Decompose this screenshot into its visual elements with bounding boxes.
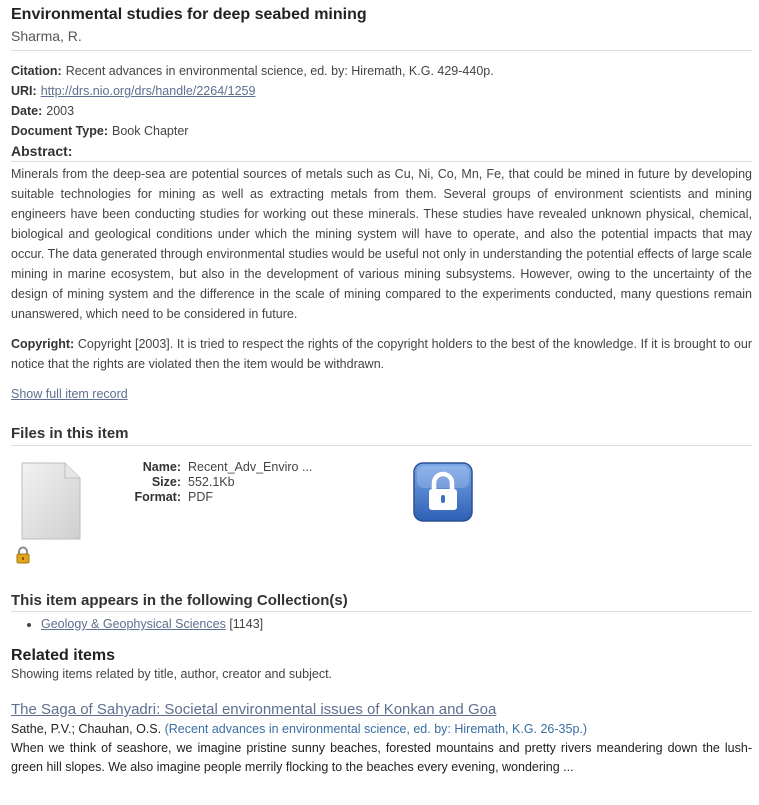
file-name-label: Name: xyxy=(142,460,181,474)
file-name-value: Recent_Adv_Enviro ... xyxy=(188,460,313,474)
files-heading: Files in this item xyxy=(11,424,752,446)
abstract-heading: Abstract: xyxy=(11,141,752,162)
document-type-value: Book Chapter xyxy=(112,124,189,138)
collection-count: [1143] xyxy=(229,617,264,631)
file-size-label: Size: xyxy=(151,475,181,489)
copyright-text: Copyright [2003]. It is tried to respect the rights of the copyright holders to the best of the knowledge. If it is brought to our notice that the rights are violated then the item would be withdrawn. xyxy=(11,337,752,371)
collection-link[interactable]: Geology & Geophysical Sciences xyxy=(41,617,226,631)
item-author: Sharma, R. xyxy=(11,26,752,51)
file-size-value: 552.1Kb xyxy=(188,475,235,489)
file-format-label: Format: xyxy=(134,490,181,504)
date-value: 2003 xyxy=(46,104,75,118)
abstract-text: Minerals from the deep-sea are potential sources of metals such as Cu, Ni, Co, Mn, Fe, that could be mined in future by developing suitable technologies for mining as well as extracting metals from them. Several groups of environment scientists and mining engineers have been conducting studies for working out these minerals. These studies have revealed unknown physical, chemical, biological and geological conditions under which the mining system will have to operate, and also the potential impacts that may occur. The data generated through environmental studies would be useful not only in understanding the potential effects of large scale mining in marine ecosystem, but also in the development of various mining subsystems. However, owing to the uncertainty of the design of mining system and the difference in the scale of mining compared to the experiments conducted, many questions remain unanswered, which need to be considered in future. xyxy=(11,167,752,321)
related-item-link[interactable]: The Saga of Sahyadri: Societal environmental issues of Konkan and Goa xyxy=(11,701,497,718)
related-item-publication: (Recent advances in environmental science, ed. by: Hiremath, K.G. 26-35p.) xyxy=(164,722,588,736)
date-field xyxy=(11,101,752,121)
uri-field xyxy=(11,81,752,101)
related-items-subtitle: Showing items related by title, author, creator and subject. xyxy=(11,667,333,681)
collections-heading: This item appears in the following Collection(s) xyxy=(11,591,752,612)
document-icon[interactable] xyxy=(21,462,81,540)
related-item-authors: Sathe, P.V.; Chauhan, O.S. xyxy=(11,722,162,736)
file-name-row xyxy=(111,460,312,475)
document-type-label: Document Type: xyxy=(11,124,108,138)
uri-link[interactable]: http://drs.nio.org/drs/handle/2264/1259 xyxy=(40,84,256,98)
related-item xyxy=(11,700,752,777)
locked-file-icon[interactable] xyxy=(413,462,473,522)
related-item-description: When we think of seashore, we imagine pristine sunny beaches, forested mountains and pretty rivers meandering down the lush-green hill slopes. We also imagine people merrily flocking to the beaches every evening, wondering ... xyxy=(11,741,752,774)
file-metadata xyxy=(111,460,312,505)
citation-field xyxy=(11,61,752,81)
lock-icon xyxy=(15,546,31,564)
collection-item xyxy=(41,614,752,634)
citation-label: Citation: xyxy=(11,64,62,78)
document-thumbnail-svg xyxy=(21,462,81,540)
date-label: Date: xyxy=(11,104,43,118)
related-item-byline xyxy=(11,720,752,739)
file-format-row xyxy=(111,490,312,505)
uri-label: URI: xyxy=(11,84,37,98)
show-full-record-link[interactable]: Show full item record xyxy=(11,387,128,401)
copyright-statement xyxy=(11,334,752,374)
file-format-value: PDF xyxy=(188,490,213,504)
item-page xyxy=(0,5,759,777)
file-entry xyxy=(11,446,752,591)
related-items-heading: Related items xyxy=(11,647,116,664)
file-size-row xyxy=(111,475,312,490)
show-full-record xyxy=(11,384,752,404)
collections-list xyxy=(11,614,752,634)
item-metadata xyxy=(11,61,752,141)
citation-value: Recent advances in environmental science, ed. by: Hiremath, K.G. 429-440p. xyxy=(65,64,494,78)
page-title: Environmental studies for deep seabed mining xyxy=(11,6,367,23)
copyright-label: Copyright: xyxy=(11,337,75,351)
related-item-title xyxy=(11,700,752,720)
document-type-field xyxy=(11,121,752,141)
